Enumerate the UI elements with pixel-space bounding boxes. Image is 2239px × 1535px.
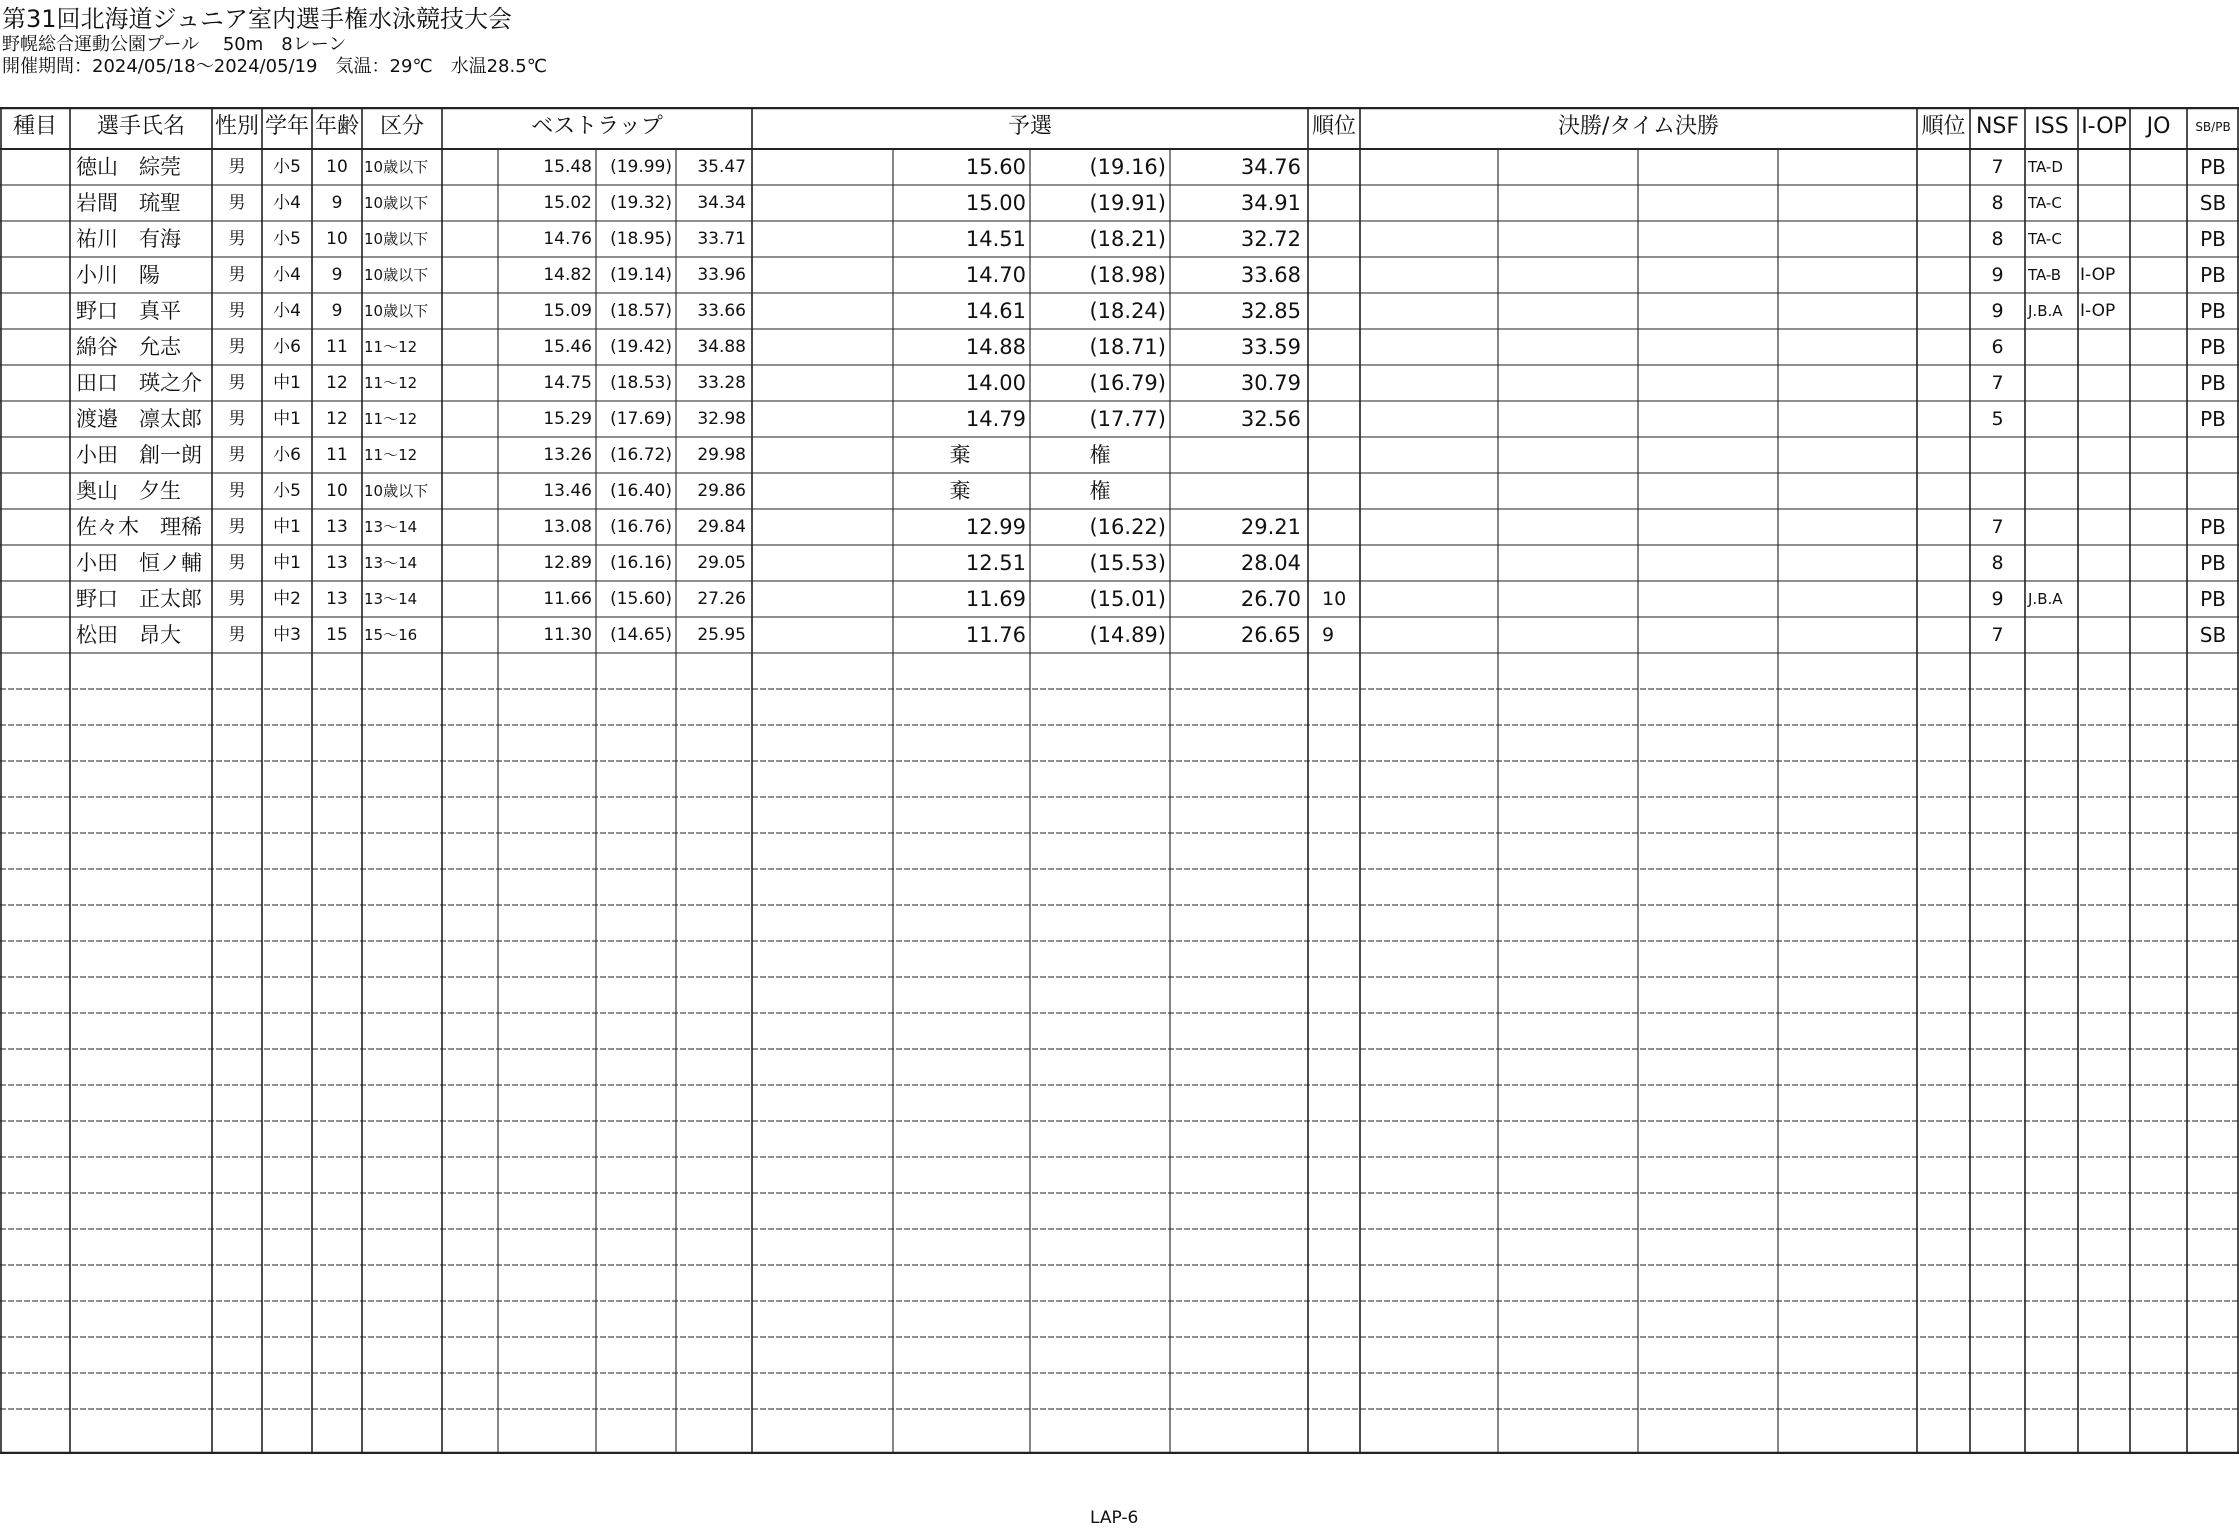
prelim-a: 14.61: [965, 299, 1026, 323]
iss-value: J.B.A: [2028, 302, 2063, 320]
nsf-value: 8: [1991, 552, 2004, 574]
athlete-sex: 男: [228, 373, 246, 393]
nsf-value: 6: [1991, 336, 2004, 358]
athlete-grade: 中3: [273, 625, 301, 645]
header-event: 種目: [12, 114, 57, 139]
athlete-sex: 男: [228, 553, 246, 573]
best-lap-a: 15.02: [543, 193, 592, 213]
best-lap-c: 33.71: [697, 229, 746, 249]
athlete-name: 小田 創一朗: [76, 443, 202, 467]
prelim-a: 12.51: [965, 551, 1026, 575]
athlete-division: 13～14: [364, 554, 418, 572]
athlete-grade: 小5: [273, 157, 301, 177]
prelim-b: (16.79): [1089, 371, 1166, 395]
prelim-c: 33.68: [1240, 263, 1301, 287]
sbpb-value: SB: [2199, 623, 2227, 647]
athlete-name: 綿谷 允志: [76, 335, 181, 359]
header-final: 決勝/タイム決勝: [1558, 114, 1719, 139]
best-lap-c: 29.98: [697, 445, 746, 465]
athlete-age: 10: [326, 229, 348, 249]
iss-value: TA-C: [2028, 194, 2062, 212]
prelim-b: (15.01): [1089, 587, 1166, 611]
prelim-a: 11.69: [965, 587, 1026, 611]
prelim-b: (19.91): [1089, 191, 1166, 215]
sbpb-value: PB: [2200, 371, 2226, 395]
prelim-b: (14.89): [1089, 623, 1166, 647]
prelim-b: (18.98): [1089, 263, 1166, 287]
prelim-a: 11.76: [965, 623, 1026, 647]
athlete-age: 9: [331, 193, 343, 213]
header-jo: JO: [2146, 114, 2171, 139]
iop-value: I-OP: [2080, 265, 2116, 285]
prelim-c: 33.59: [1240, 335, 1301, 359]
athlete-division: 13～14: [364, 518, 418, 536]
athlete-division: 10歳以下: [364, 482, 429, 500]
athlete-sex: 男: [228, 481, 246, 501]
best-lap-c: 33.28: [697, 373, 746, 393]
prelim-b: (18.21): [1089, 227, 1166, 251]
athlete-grade: 小5: [273, 481, 301, 501]
athlete-name: 佐々木 理稀: [76, 515, 202, 539]
prelim-b: (18.71): [1089, 335, 1166, 359]
best-lap-a: 14.82: [543, 265, 592, 285]
prelim-a: 15.60: [965, 155, 1026, 179]
athlete-grade: 小4: [273, 193, 301, 213]
best-lap-a: 15.29: [543, 409, 592, 429]
best-lap-c: 29.84: [697, 517, 746, 537]
header-prelim: 予選: [1007, 114, 1052, 139]
header-age: 年齢: [314, 114, 359, 139]
best-lap-c: 34.88: [697, 337, 746, 357]
best-lap-c: 35.47: [697, 157, 746, 177]
best-lap-c: 29.86: [697, 481, 746, 501]
best-lap-b: (19.32): [610, 193, 672, 213]
athlete-sex: 男: [228, 157, 246, 177]
athlete-name: 岩間 琉聖: [76, 191, 181, 215]
prelim-a: 14.79: [965, 407, 1026, 431]
athlete-name: 祐川 有海: [76, 227, 181, 251]
prelim-c: 26.70: [1240, 587, 1301, 611]
best-lap-a: 13.08: [543, 517, 592, 537]
nsf-value: 8: [1991, 228, 2004, 250]
prelim-a: 14.88: [965, 335, 1026, 359]
best-lap-a: 11.66: [543, 589, 592, 609]
athlete-name: 小田 恒ノ輔: [76, 551, 202, 575]
athlete-name: 松田 昂大: [76, 623, 181, 647]
prelim-c: 26.65: [1240, 623, 1301, 647]
prelim-b: (18.24): [1089, 299, 1166, 323]
best-lap-c: 32.98: [697, 409, 746, 429]
prelim-rank: 10: [1322, 588, 1347, 610]
header-iss: ISS: [2034, 114, 2069, 139]
best-lap-c: 27.26: [697, 589, 746, 609]
best-lap-b: (17.69): [610, 409, 672, 429]
best-lap-b: (18.57): [610, 301, 672, 321]
iss-value: TA-D: [2028, 158, 2063, 176]
nsf-value: 8: [1991, 192, 2004, 214]
nsf-value: 9: [1991, 300, 2004, 322]
iss-value: TA-B: [2028, 266, 2062, 284]
athlete-age: 13: [326, 517, 348, 537]
header-sbpb: SB/PB: [2195, 120, 2231, 134]
athlete-grade: 小6: [273, 337, 301, 357]
best-lap-b: (16.16): [610, 553, 672, 573]
best-lap-a: 15.09: [543, 301, 592, 321]
athlete-sex: 男: [228, 445, 246, 465]
sbpb-value: PB: [2200, 227, 2226, 251]
prelim-b: (19.16): [1089, 155, 1166, 179]
best-lap-c: 33.66: [697, 301, 746, 321]
athlete-name: 奥山 夕生: [76, 479, 181, 503]
sbpb-value: PB: [2200, 155, 2226, 179]
athlete-age: 11: [326, 337, 348, 357]
sbpb-value: PB: [2200, 407, 2226, 431]
athlete-sex: 男: [228, 625, 246, 645]
venue-line: 野幌総合運動公園プール 50m 8レーン: [2, 34, 347, 55]
athlete-age: 10: [326, 157, 348, 177]
athlete-division: 11～12: [364, 374, 418, 392]
best-lap-b: (15.60): [610, 589, 672, 609]
athlete-sex: 男: [228, 409, 246, 429]
best-lap-a: 11.30: [543, 625, 592, 645]
best-lap-c: 25.95: [697, 625, 746, 645]
prelim-c: 32.72: [1240, 227, 1301, 251]
best-lap-b: (19.42): [610, 337, 672, 357]
best-lap-c: 34.34: [697, 193, 746, 213]
athlete-division: 13～14: [364, 590, 418, 608]
nsf-value: 7: [1991, 156, 2004, 178]
best-lap-b: (18.53): [610, 373, 672, 393]
athlete-division: 11～12: [364, 446, 418, 464]
header-division: 区分: [379, 114, 424, 139]
athlete-sex: 男: [228, 229, 246, 249]
prelim-a: 14.00: [965, 371, 1026, 395]
athlete-division: 10歳以下: [364, 302, 429, 320]
best-lap-b: (19.99): [610, 157, 672, 177]
sbpb-value: SB: [2199, 191, 2227, 215]
athlete-division: 11～12: [364, 338, 418, 356]
best-lap-a: 14.75: [543, 373, 592, 393]
best-lap-c: 33.96: [697, 265, 746, 285]
athlete-sex: 男: [228, 193, 246, 213]
prelim-rank: 9: [1322, 624, 1335, 646]
nsf-value: 7: [1991, 624, 2004, 646]
athlete-age: 15: [326, 625, 348, 645]
athlete-division: 10歳以下: [364, 158, 429, 176]
iss-value: J.B.A: [2028, 590, 2063, 608]
prelim-a: 14.51: [965, 227, 1026, 251]
best-lap-a: 12.89: [543, 553, 592, 573]
athlete-grade: 中1: [273, 409, 301, 429]
best-lap-a: 13.26: [543, 445, 592, 465]
athlete-age: 13: [326, 553, 348, 573]
header-grade: 学年: [264, 114, 309, 139]
best-lap-a: 14.76: [543, 229, 592, 249]
athlete-sex: 男: [228, 265, 246, 285]
prelim-c: 29.21: [1240, 515, 1301, 539]
athlete-name: 徳山 綜莞: [76, 155, 181, 179]
header-nsf: NSF: [1975, 114, 2020, 139]
sbpb-value: PB: [2200, 587, 2226, 611]
header-rank-prelim: 順位: [1311, 114, 1356, 139]
athlete-name: 野口 正太郎: [76, 587, 202, 611]
best-lap-c: 29.05: [697, 553, 746, 573]
prelim-withdrawn: 棄: [949, 479, 971, 503]
best-lap-a: 13.46: [543, 481, 592, 501]
header-rank-final: 順位: [1921, 114, 1966, 139]
nsf-value: 5: [1991, 408, 2004, 430]
prelim-c: 32.85: [1240, 299, 1301, 323]
best-lap-b: (18.95): [610, 229, 672, 249]
sbpb-value: PB: [2200, 335, 2226, 359]
best-lap-b: (16.72): [610, 445, 672, 465]
prelim-b: (17.77): [1089, 407, 1166, 431]
prelim-withdrawn: 権: [1089, 479, 1111, 503]
athlete-division: 10歳以下: [364, 266, 429, 284]
athlete-grade: 小4: [273, 265, 301, 285]
athlete-sex: 男: [228, 337, 246, 357]
athlete-age: 12: [326, 373, 348, 393]
best-lap-b: (14.65): [610, 625, 672, 645]
athlete-division: 10歳以下: [364, 194, 429, 212]
athlete-name: 田口 瑛之介: [76, 371, 202, 395]
best-lap-a: 15.46: [543, 337, 592, 357]
header-iop: I-OP: [2081, 114, 2127, 139]
nsf-value: 7: [1991, 372, 2004, 394]
athlete-grade: 小6: [273, 445, 301, 465]
athlete-age: 11: [326, 445, 348, 465]
prelim-c: 32.56: [1240, 407, 1301, 431]
header-sex: 性別: [214, 114, 259, 139]
prelim-c: 34.91: [1240, 191, 1301, 215]
athlete-age: 10: [326, 481, 348, 501]
prelim-a: 12.99: [965, 515, 1026, 539]
best-lap-b: (16.40): [610, 481, 672, 501]
sbpb-value: PB: [2200, 263, 2226, 287]
prelim-c: 30.79: [1240, 371, 1301, 395]
page-title: 第31回北海道ジュニア室内選手権水泳競技大会: [2, 5, 513, 33]
athlete-name: 渡邉 凛太郎: [76, 407, 202, 431]
sbpb-value: PB: [2200, 299, 2226, 323]
nsf-value: 9: [1991, 264, 2004, 286]
best-lap-b: (16.76): [610, 517, 672, 537]
athlete-name: 野口 真平: [76, 299, 181, 323]
best-lap-b: (19.14): [610, 265, 672, 285]
athlete-age: 9: [331, 301, 343, 321]
athlete-grade: 小5: [273, 229, 301, 249]
iop-value: I-OP: [2080, 301, 2116, 321]
prelim-withdrawn: 権: [1089, 443, 1111, 467]
athlete-division: 15～16: [364, 626, 418, 644]
athlete-sex: 男: [228, 517, 246, 537]
athlete-sex: 男: [228, 301, 246, 321]
athlete-grade: 中2: [273, 589, 301, 609]
prelim-c: 28.04: [1240, 551, 1301, 575]
athlete-grade: 中1: [273, 373, 301, 393]
document-header: [2, 4, 547, 78]
athlete-grade: 小4: [273, 301, 301, 321]
prelim-c: 34.76: [1240, 155, 1301, 179]
header-best-lap: ベストラップ: [531, 114, 663, 139]
sbpb-value: PB: [2200, 515, 2226, 539]
sbpb-value: PB: [2200, 551, 2226, 575]
athlete-division: 10歳以下: [364, 230, 429, 248]
prelim-a: 15.00: [965, 191, 1026, 215]
athlete-sex: 男: [228, 589, 246, 609]
nsf-value: 9: [1991, 588, 2004, 610]
prelim-b: (15.53): [1089, 551, 1166, 575]
iss-value: TA-C: [2028, 230, 2062, 248]
athlete-grade: 中1: [273, 517, 301, 537]
prelim-b: (16.22): [1089, 515, 1166, 539]
athlete-division: 11～12: [364, 410, 418, 428]
athlete-age: 12: [326, 409, 348, 429]
best-lap-a: 15.48: [543, 157, 592, 177]
athlete-age: 13: [326, 589, 348, 609]
prelim-a: 14.70: [965, 263, 1026, 287]
results-table: [0, 107, 2239, 1454]
page-label: LAP-6: [1090, 1508, 1139, 1528]
athlete-name: 小川 陽: [76, 263, 160, 287]
header-name: 選手氏名: [96, 114, 185, 139]
period-line: 開催期間：2024/05/18～2024/05/19 気温：29℃ 水温28.5℃: [2, 56, 547, 77]
athlete-age: 9: [331, 265, 343, 285]
prelim-withdrawn: 棄: [949, 443, 971, 467]
athlete-grade: 中1: [273, 553, 301, 573]
nsf-value: 7: [1991, 516, 2004, 538]
